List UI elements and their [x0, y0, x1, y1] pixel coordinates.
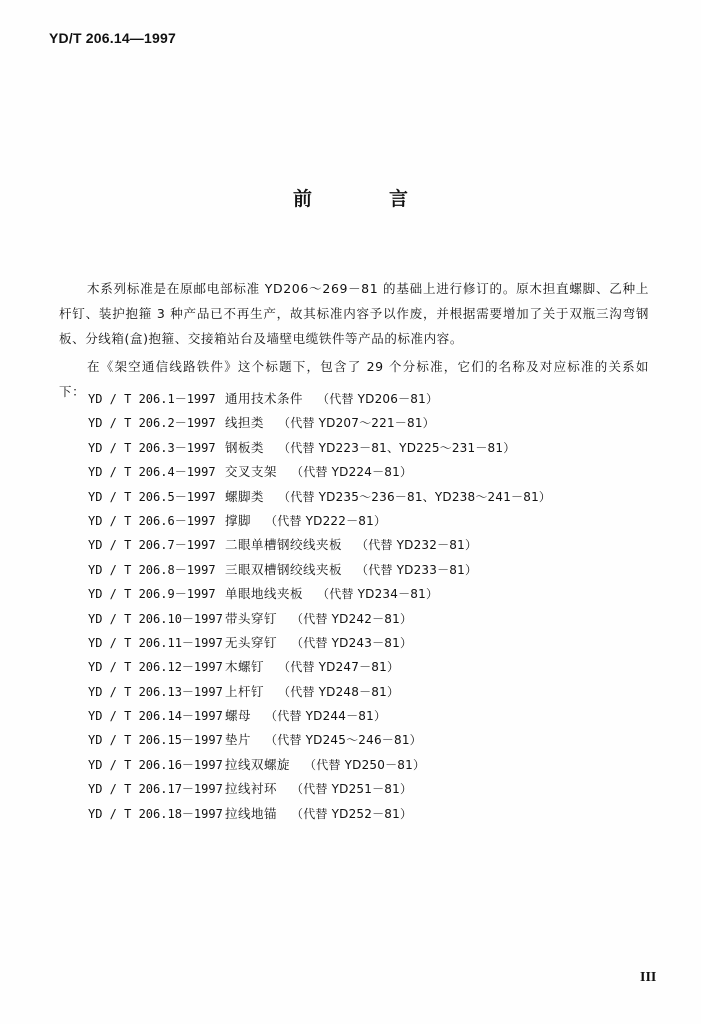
- standard-code-header: YD/T 206.14—1997: [49, 30, 176, 46]
- standard-code: YD / T 206.2－1997: [88, 416, 216, 431]
- standard-code: YD / T 206.10－1997: [88, 611, 223, 626]
- standard-replaces: （代替 YD247－81）: [278, 660, 400, 675]
- standard-replaces: （代替 YD234－81）: [317, 587, 439, 602]
- title-char-2: 言: [389, 188, 409, 210]
- standard-name: 交叉支架: [225, 464, 278, 480]
- standard-list-item: [88, 777, 648, 801]
- standard-name: 螺脚类: [225, 488, 265, 504]
- standard-code: YD / T 206.13－1997: [88, 684, 223, 699]
- standard-name: 上杆钉: [225, 683, 265, 699]
- page-title: [0, 184, 701, 211]
- standard-code: YD / T 206.1－1997: [88, 392, 216, 406]
- standard-name: 带头穿钉: [225, 610, 278, 626]
- standard-name: 拉线地锚: [225, 805, 278, 821]
- standard-list-item: [88, 436, 648, 460]
- standard-code: YD / T 206.9－1997: [88, 587, 216, 602]
- standard-list-item: [88, 558, 648, 582]
- standard-list-item: [88, 655, 648, 679]
- standard-name: 二眼单槽钢绞线夹板: [225, 537, 343, 553]
- standard-replaces: （代替 YD224－81）: [291, 465, 413, 480]
- standard-name: 木螺钉: [225, 659, 265, 675]
- standard-name: 无头穿钉: [225, 634, 278, 650]
- standard-replaces: （代替 YD222－81）: [265, 513, 387, 528]
- standard-replaces: （代替 YD235～236－81、YD238～241－81）: [278, 489, 552, 504]
- standard-replaces: （代替 YD252－81）: [291, 806, 413, 821]
- standard-code: YD / T 206.15－1997: [88, 733, 223, 748]
- standard-code: YD / T 206.3－1997: [88, 440, 216, 455]
- standard-code: YD / T 206.5－1997: [88, 489, 216, 504]
- standard-code: YD / T 206.4－1997: [88, 465, 216, 480]
- title-char-1: 前: [292, 188, 312, 210]
- preface-paragraph-2: 在《架空通信线路铁件》这个标题下，包含了 29 个分标准，它们的名称及对应标准的关系如下：: [59, 358, 649, 399]
- standard-name: 拉线衬环: [225, 781, 278, 797]
- standard-list-item: [88, 509, 648, 533]
- standard-replaces: （代替 YD243－81）: [291, 635, 413, 650]
- standard-code: YD / T 206.7－1997: [88, 538, 216, 553]
- standard-code: YD / T 206.11－1997: [88, 635, 223, 650]
- standard-replaces: （代替 YD242－81）: [291, 611, 413, 626]
- standard-replaces: （代替 YD250－81）: [304, 757, 426, 772]
- standard-list-item: [88, 460, 648, 484]
- standard-name: 三眼双槽钢绞线夹板: [225, 561, 343, 577]
- standard-code: YD / T 206.12－1997: [88, 660, 223, 675]
- standard-list-item: [88, 533, 648, 557]
- standard-replaces: （代替 YD206－81）: [317, 392, 439, 406]
- standard-code: YD / T 206.6－1997: [88, 513, 216, 528]
- standard-list-item: [88, 485, 648, 509]
- standard-name: 撑脚: [225, 512, 252, 528]
- standard-replaces: （代替 YD223－81、YD225～231－81）: [278, 440, 516, 455]
- standard-replaces: （代替 YD244－81）: [265, 709, 387, 724]
- standard-list-item: [88, 753, 648, 777]
- standard-code: YD / T 206.14－1997: [88, 709, 223, 724]
- standard-name: 线担类: [225, 415, 265, 431]
- standard-name: 螺母: [225, 708, 252, 724]
- standard-name: 通用技术条件: [225, 391, 304, 406]
- standard-replaces: （代替 YD245～246－81）: [265, 733, 422, 748]
- standard-code: YD / T 206.17－1997: [88, 782, 223, 797]
- standard-name: 单眼地线夹板: [225, 586, 304, 602]
- standard-name: 拉线双螺旋: [225, 756, 291, 772]
- standard-list-item: [88, 411, 648, 435]
- standard-list-item: [88, 607, 648, 631]
- standard-list-item: [88, 631, 648, 655]
- standard-list-item: [88, 387, 648, 411]
- standard-name: 钢板类: [225, 439, 265, 455]
- standard-replaces: （代替 YD233－81）: [356, 562, 478, 577]
- standard-replaces: （代替 YD207～221－81）: [278, 416, 435, 431]
- standard-code: YD / T 206.8－1997: [88, 562, 216, 577]
- standard-replaces: （代替 YD248－81）: [278, 684, 400, 699]
- standard-list-item: [88, 802, 648, 826]
- standard-list-item: [88, 582, 648, 606]
- standard-list-item: [88, 704, 648, 728]
- standard-replaces: （代替 YD232－81）: [356, 538, 478, 553]
- standard-code: YD / T 206.16－1997: [88, 757, 223, 772]
- standard-name: 垫片: [225, 732, 252, 748]
- standards-list: [88, 387, 648, 826]
- standard-code: YD / T 206.18－1997: [88, 806, 223, 821]
- page-number: III: [640, 970, 657, 985]
- preface-paragraph-1: 木系列标准是在原邮电部标准 YD206～269－81 的基础上进行修订的。原木担直螺脚、乙种上杆钉、装护抱箍 3 种产品已不再生产，故其标准内容予以作废，并根据需要增加了关于双瓶三沟弯钢板、分线箱(盒)抱箍、交接箱站台及墙壁电缆铁件等产品的标准内容。: [59, 280, 649, 346]
- standard-replaces: （代替 YD251－81）: [291, 782, 413, 797]
- standard-list-item: [88, 680, 648, 704]
- standard-list-item: [88, 728, 648, 752]
